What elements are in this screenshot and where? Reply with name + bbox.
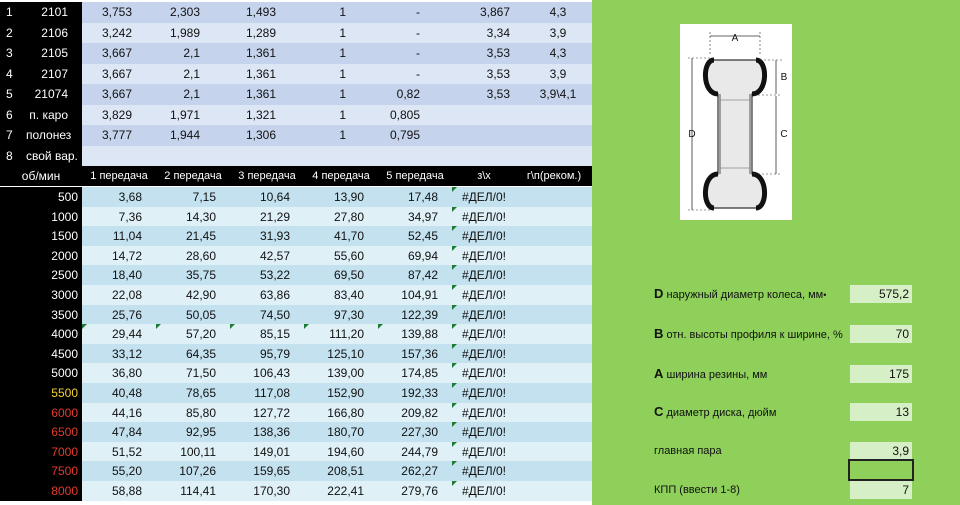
gear-ratio-cell[interactable]: 3,753 bbox=[82, 2, 146, 23]
car-index-cell[interactable]: 5 bbox=[0, 84, 26, 105]
speed-cell[interactable]: 157,36 bbox=[378, 344, 452, 363]
param-label-text: ширина резины, мм bbox=[666, 369, 768, 381]
speed-cell[interactable]: 139,88 bbox=[378, 324, 452, 344]
active-cell-selection[interactable] bbox=[848, 459, 914, 481]
param-letter: D bbox=[654, 286, 664, 301]
error-cell[interactable]: #ДЕЛ/0! bbox=[452, 383, 516, 403]
param-letter: A bbox=[654, 366, 664, 381]
gear-ratio-cell[interactable]: 1,306 bbox=[214, 125, 290, 146]
car-model-cell[interactable]: 2106 bbox=[26, 23, 82, 43]
speed-cell[interactable]: 208,51 bbox=[304, 461, 378, 481]
error-cell[interactable]: #ДЕЛ/0! bbox=[452, 324, 516, 344]
speed-cell[interactable]: 11,04 bbox=[82, 226, 156, 246]
speed-cell[interactable]: 36,80 bbox=[82, 363, 156, 383]
speed-cell[interactable]: 83,40 bbox=[304, 285, 378, 305]
param-label-text: КПП (ввести 1-8) bbox=[654, 484, 740, 496]
gear-ratio-cell[interactable]: 2,1 bbox=[146, 64, 214, 84]
error-cell[interactable]: #ДЕЛ/0! bbox=[452, 226, 516, 246]
param-value-input[interactable]: 3,9 bbox=[850, 442, 912, 460]
gear-ratio-cell[interactable]: 3,9\4,1 bbox=[524, 84, 592, 105]
speed-cell[interactable]: 7,36 bbox=[82, 207, 156, 226]
header-cell-g2[interactable]: 2 передача bbox=[156, 166, 230, 186]
car-model-cell[interactable]: полонез bbox=[26, 125, 82, 146]
empty-cell[interactable] bbox=[516, 481, 592, 501]
gear-ratio-cell[interactable] bbox=[524, 105, 592, 125]
param-letter: C bbox=[654, 404, 664, 419]
speed-cell[interactable]: 63,86 bbox=[230, 285, 304, 305]
gear-ratio-cell[interactable]: 1,289 bbox=[214, 23, 290, 43]
speed-cell[interactable]: 104,91 bbox=[378, 285, 452, 305]
tyre-diagram-icon bbox=[680, 24, 792, 220]
gear-ratio-cell[interactable]: 3,867 bbox=[434, 2, 524, 23]
speed-cell[interactable]: 52,45 bbox=[378, 226, 452, 246]
speed-cell[interactable]: 166,80 bbox=[304, 403, 378, 422]
speed-cell[interactable]: 194,60 bbox=[304, 442, 378, 461]
speed-cell[interactable]: 125,10 bbox=[304, 344, 378, 363]
speed-cell[interactable]: 106,43 bbox=[230, 363, 304, 383]
gear-ratio-cell[interactable]: 3,53 bbox=[434, 64, 524, 84]
speed-cell[interactable]: 44,16 bbox=[82, 403, 156, 422]
speed-cell[interactable]: 57,20 bbox=[156, 324, 230, 344]
speed-cell[interactable]: 122,39 bbox=[378, 305, 452, 324]
gear-ratio-cell[interactable]: 3,53 bbox=[434, 84, 524, 105]
car-index-cell[interactable]: 7 bbox=[0, 125, 26, 146]
speed-cell[interactable]: 107,26 bbox=[156, 461, 230, 481]
gear-ratio-cell[interactable]: 3,777 bbox=[82, 125, 146, 146]
param-value-input[interactable]: 70 bbox=[850, 325, 912, 343]
speed-cell[interactable]: 22,08 bbox=[82, 285, 156, 305]
gear-ratio-cell[interactable] bbox=[290, 146, 360, 166]
gear-ratio-cell[interactable] bbox=[434, 125, 524, 146]
param-value-input[interactable]: 175 bbox=[850, 365, 912, 383]
header-cell-g1[interactable]: 1 передача bbox=[82, 166, 156, 186]
car-model-cell[interactable]: 2107 bbox=[26, 64, 82, 84]
gearbox-input[interactable]: 7 bbox=[850, 481, 912, 499]
speed-cell[interactable]: 64,35 bbox=[156, 344, 230, 363]
error-cell[interactable]: #ДЕЛ/0! bbox=[452, 305, 516, 324]
gear-ratio-cell[interactable]: 0,82 bbox=[360, 84, 434, 105]
header-cell-zx[interactable]: з\х bbox=[452, 166, 516, 186]
empty-cell[interactable] bbox=[516, 344, 592, 363]
speed-cell[interactable]: 53,22 bbox=[230, 265, 304, 285]
speed-cell[interactable]: 95,79 bbox=[230, 344, 304, 363]
gear-ratio-cell[interactable] bbox=[524, 125, 592, 146]
rpm-cell[interactable]: 3000 bbox=[0, 285, 82, 305]
gear-ratio-cell[interactable]: 4,3 bbox=[524, 2, 592, 23]
gear-ratio-cell[interactable]: 3,9 bbox=[524, 23, 592, 43]
speed-cell[interactable]: 17,48 bbox=[378, 187, 452, 207]
rpm-cell[interactable]: 1000 bbox=[0, 207, 82, 226]
error-cell[interactable]: #ДЕЛ/0! bbox=[452, 422, 516, 442]
gear-ratio-cell[interactable] bbox=[524, 146, 592, 166]
error-cell[interactable]: #ДЕЛ/0! bbox=[452, 207, 516, 226]
gear-ratio-cell[interactable]: - bbox=[360, 64, 434, 84]
speed-cell[interactable]: 14,72 bbox=[82, 246, 156, 265]
gear-ratio-cell[interactable]: 1,493 bbox=[214, 2, 290, 23]
empty-cell[interactable] bbox=[516, 403, 592, 422]
gear-ratio-cell[interactable] bbox=[146, 146, 214, 166]
speed-cell[interactable]: 7,15 bbox=[156, 187, 230, 207]
car-index-cell[interactable]: 2 bbox=[0, 23, 26, 43]
speed-cell[interactable]: 100,11 bbox=[156, 442, 230, 461]
gear-ratio-cell[interactable]: 1 bbox=[290, 23, 360, 43]
gear-ratio-cell[interactable]: 0,795 bbox=[360, 125, 434, 146]
speed-cell[interactable]: 42,57 bbox=[230, 246, 304, 265]
speed-cell[interactable]: 35,75 bbox=[156, 265, 230, 285]
car-model-cell[interactable]: п. каро bbox=[26, 105, 82, 125]
speed-cell[interactable]: 27,80 bbox=[304, 207, 378, 226]
speed-cell[interactable]: 40,48 bbox=[82, 383, 156, 403]
speed-cell[interactable]: 25,76 bbox=[82, 305, 156, 324]
speed-cell[interactable]: 55,60 bbox=[304, 246, 378, 265]
header-cell-g5[interactable]: 5 передача bbox=[378, 166, 452, 186]
gear-ratio-cell[interactable]: 3,667 bbox=[82, 43, 146, 64]
gear-ratio-cell[interactable]: 1 bbox=[290, 84, 360, 105]
speed-cell[interactable]: 149,01 bbox=[230, 442, 304, 461]
error-cell[interactable]: #ДЕЛ/0! bbox=[452, 344, 516, 363]
gear-ratio-cell[interactable]: 1,361 bbox=[214, 64, 290, 84]
speed-cell[interactable]: 192,33 bbox=[378, 383, 452, 403]
speed-cell[interactable]: 262,27 bbox=[378, 461, 452, 481]
rpm-cell[interactable]: 4500 bbox=[0, 344, 82, 363]
empty-cell[interactable] bbox=[516, 187, 592, 207]
speed-cell[interactable]: 139,00 bbox=[304, 363, 378, 383]
header-cell-rpm[interactable]: об/мин bbox=[0, 166, 82, 186]
empty-cell[interactable] bbox=[516, 246, 592, 265]
rpm-cell[interactable]: 500 bbox=[0, 187, 82, 207]
param-letter: B bbox=[654, 326, 664, 341]
param-label bbox=[654, 404, 776, 421]
param-label bbox=[654, 482, 740, 498]
speed-cell[interactable]: 111,20 bbox=[304, 324, 378, 344]
gear-ratio-cell[interactable]: 1 bbox=[290, 105, 360, 125]
tyre-label-b: B bbox=[780, 72, 788, 83]
speed-cell[interactable]: 117,08 bbox=[230, 383, 304, 403]
empty-cell[interactable] bbox=[516, 324, 592, 344]
speed-cell[interactable]: 127,72 bbox=[230, 403, 304, 422]
rpm-cell[interactable]: 7500 bbox=[0, 461, 82, 481]
car-model-cell[interactable]: 2105 bbox=[26, 43, 82, 64]
gear-ratio-cell[interactable]: 1,989 bbox=[146, 23, 214, 43]
param-label bbox=[654, 286, 826, 303]
car-model-cell[interactable]: 21074 bbox=[26, 84, 82, 105]
speed-cell[interactable]: 71,50 bbox=[156, 363, 230, 383]
rpm-cell[interactable]: 5500 bbox=[0, 383, 82, 403]
error-cell[interactable]: #ДЕЛ/0! bbox=[452, 461, 516, 481]
gear-ratio-cell[interactable]: - bbox=[360, 23, 434, 43]
speed-cell[interactable]: 47,84 bbox=[82, 422, 156, 442]
header-cell-gp[interactable]: г\п(реком.) bbox=[516, 166, 592, 186]
param-value-input[interactable]: 13 bbox=[850, 403, 912, 421]
gear-ratio-cell[interactable]: 2,1 bbox=[146, 43, 214, 64]
tyre-label-c: C bbox=[780, 129, 788, 140]
header-cell-g3[interactable]: 3 передача bbox=[230, 166, 304, 186]
speed-cell[interactable]: 152,90 bbox=[304, 383, 378, 403]
rpm-cell[interactable]: 6500 bbox=[0, 422, 82, 442]
error-cell[interactable]: #ДЕЛ/0! bbox=[452, 265, 516, 285]
speed-cell[interactable]: 114,41 bbox=[156, 481, 230, 501]
tyre-label-d: D bbox=[688, 129, 696, 140]
speed-cell[interactable]: 279,76 bbox=[378, 481, 452, 501]
param-label-text: отн. высоты профиля к ширине, % bbox=[666, 329, 843, 341]
param-label-text: главная пара bbox=[654, 445, 722, 457]
speed-cell[interactable]: 21,45 bbox=[156, 226, 230, 246]
speed-cell[interactable]: 51,52 bbox=[82, 442, 156, 461]
gear-ratio-cell[interactable]: - bbox=[360, 2, 434, 23]
empty-cell[interactable] bbox=[516, 363, 592, 383]
gear-ratio-cell[interactable]: 1 bbox=[290, 2, 360, 23]
header-cell-g4[interactable]: 4 передача bbox=[304, 166, 378, 186]
rpm-cell[interactable]: 1500 bbox=[0, 226, 82, 246]
gear-ratio-cell[interactable]: 3,667 bbox=[82, 64, 146, 84]
speed-cell[interactable]: 244,79 bbox=[378, 442, 452, 461]
gear-ratio-cell[interactable]: 1,361 bbox=[214, 43, 290, 64]
speed-cell[interactable]: 41,70 bbox=[304, 226, 378, 246]
error-cell[interactable]: #ДЕЛ/0! bbox=[452, 246, 516, 265]
gear-ratio-cell[interactable]: - bbox=[360, 43, 434, 64]
speed-cell[interactable]: 28,60 bbox=[156, 246, 230, 265]
speed-cell[interactable]: 170,30 bbox=[230, 481, 304, 501]
empty-cell[interactable] bbox=[516, 442, 592, 461]
param-label-text: наружный диаметр колеса, мм bbox=[666, 289, 824, 301]
speed-cell[interactable]: 69,50 bbox=[304, 265, 378, 285]
gear-ratio-cell[interactable] bbox=[82, 146, 146, 166]
speed-cell[interactable]: 85,15 bbox=[230, 324, 304, 344]
rpm-cell[interactable]: 5000 bbox=[0, 363, 82, 383]
car-index-cell[interactable]: 1 bbox=[0, 2, 26, 23]
gear-ratio-cell[interactable] bbox=[214, 146, 290, 166]
rpm-cell[interactable]: 2500 bbox=[0, 265, 82, 285]
speed-cell[interactable]: 31,93 bbox=[230, 226, 304, 246]
error-cell[interactable]: #ДЕЛ/0! bbox=[452, 285, 516, 305]
speed-cell[interactable]: 78,65 bbox=[156, 383, 230, 403]
gear-ratio-cell[interactable]: 0,805 bbox=[360, 105, 434, 125]
error-cell[interactable]: #ДЕЛ/0! bbox=[452, 442, 516, 461]
empty-cell[interactable] bbox=[516, 305, 592, 324]
speed-cell[interactable]: 42,90 bbox=[156, 285, 230, 305]
gear-ratio-cell[interactable]: 1 bbox=[290, 43, 360, 64]
speed-cell[interactable]: 10,64 bbox=[230, 187, 304, 207]
speed-cell[interactable]: 159,65 bbox=[230, 461, 304, 481]
rpm-cell[interactable]: 7000 bbox=[0, 442, 82, 461]
car-index-cell[interactable]: 8 bbox=[0, 146, 26, 166]
speed-cell[interactable]: 138,36 bbox=[230, 422, 304, 442]
speed-cell[interactable]: 50,05 bbox=[156, 305, 230, 324]
rpm-cell[interactable]: 8000 bbox=[0, 481, 82, 501]
gear-ratio-cell[interactable]: 3,9 bbox=[524, 64, 592, 84]
speed-cell[interactable]: 3,68 bbox=[82, 187, 156, 207]
param-label bbox=[654, 326, 843, 343]
speed-cell[interactable]: 174,85 bbox=[378, 363, 452, 383]
error-cell[interactable]: #ДЕЛ/0! bbox=[452, 403, 516, 422]
speed-cell[interactable]: 34,97 bbox=[378, 207, 452, 226]
car-index-cell[interactable]: 4 bbox=[0, 64, 26, 84]
gear-ratio-cell[interactable]: 3,242 bbox=[82, 23, 146, 43]
gear-ratio-cell[interactable]: 2,303 bbox=[146, 2, 214, 23]
empty-cell[interactable] bbox=[516, 422, 592, 442]
rpm-cell[interactable]: 6000 bbox=[0, 403, 82, 422]
gear-ratio-cell[interactable]: 3,53 bbox=[434, 43, 524, 64]
gear-ratio-cell[interactable]: 1 bbox=[290, 125, 360, 146]
param-label bbox=[654, 443, 722, 459]
speed-cell[interactable]: 13,90 bbox=[304, 187, 378, 207]
speed-cell[interactable]: 74,50 bbox=[230, 305, 304, 324]
empty-cell[interactable] bbox=[516, 265, 592, 285]
tyre-diagram bbox=[680, 24, 792, 220]
empty-cell[interactable] bbox=[516, 285, 592, 305]
speed-cell[interactable]: 55,20 bbox=[82, 461, 156, 481]
gear-ratio-cell[interactable]: 1,361 bbox=[214, 84, 290, 105]
car-index-cell[interactable]: 6 bbox=[0, 105, 26, 125]
param-value-input[interactable]: 575,2 bbox=[850, 285, 912, 303]
speed-cell[interactable]: 29,44 bbox=[82, 324, 156, 344]
error-cell[interactable]: #ДЕЛ/0! bbox=[452, 481, 516, 501]
gear-ratio-cell[interactable]: 2,1 bbox=[146, 84, 214, 105]
speed-cell[interactable]: 180,70 bbox=[304, 422, 378, 442]
speed-cell[interactable]: 21,29 bbox=[230, 207, 304, 226]
empty-cell[interactable] bbox=[516, 226, 592, 246]
gear-ratio-cell[interactable]: 3,829 bbox=[82, 105, 146, 125]
speed-cell[interactable]: 209,82 bbox=[378, 403, 452, 422]
speed-cell[interactable]: 58,88 bbox=[82, 481, 156, 501]
gear-ratio-cell[interactable]: 3,667 bbox=[82, 84, 146, 105]
speed-cell[interactable]: 97,30 bbox=[304, 305, 378, 324]
rpm-cell[interactable]: 2000 bbox=[0, 246, 82, 265]
empty-cell[interactable] bbox=[516, 207, 592, 226]
rpm-cell[interactable]: 3500 bbox=[0, 305, 82, 324]
gear-ratio-cell[interactable]: 3,34 bbox=[434, 23, 524, 43]
gear-ratio-cell[interactable]: 1 bbox=[290, 64, 360, 84]
rpm-cell[interactable]: 4000 bbox=[0, 324, 82, 344]
comment-marker-icon: • bbox=[823, 290, 827, 300]
empty-cell[interactable] bbox=[516, 383, 592, 403]
speed-cell[interactable]: 227,30 bbox=[378, 422, 452, 442]
gear-ratio-cell[interactable]: 4,3 bbox=[524, 43, 592, 64]
tyre-label-a: A bbox=[731, 33, 739, 44]
speed-cell[interactable]: 87,42 bbox=[378, 265, 452, 285]
speed-cell[interactable]: 85,80 bbox=[156, 403, 230, 422]
speed-cell[interactable]: 69,94 bbox=[378, 246, 452, 265]
empty-cell[interactable] bbox=[516, 461, 592, 481]
gear-ratio-cell[interactable]: 1,944 bbox=[146, 125, 214, 146]
param-label bbox=[654, 366, 767, 383]
gear-ratio-cell[interactable] bbox=[434, 105, 524, 125]
speed-cell[interactable]: 92,95 bbox=[156, 422, 230, 442]
gear-ratio-cell[interactable] bbox=[360, 146, 434, 166]
car-index-cell[interactable]: 3 bbox=[0, 43, 26, 64]
car-model-cell[interactable]: свой вар. bbox=[26, 146, 82, 166]
gear-ratio-cell[interactable] bbox=[434, 146, 524, 166]
speed-cell[interactable]: 14,30 bbox=[156, 207, 230, 226]
speed-cell[interactable]: 18,40 bbox=[82, 265, 156, 285]
gear-ratio-cell[interactable]: 1,971 bbox=[146, 105, 214, 125]
param-label-text: диаметр диска, дюйм bbox=[666, 407, 777, 419]
speed-cell[interactable]: 33,12 bbox=[82, 344, 156, 363]
speed-cell[interactable]: 222,41 bbox=[304, 481, 378, 501]
error-cell[interactable]: #ДЕЛ/0! bbox=[452, 363, 516, 383]
error-cell[interactable]: #ДЕЛ/0! bbox=[452, 187, 516, 207]
gear-ratio-cell[interactable]: 1,321 bbox=[214, 105, 290, 125]
car-model-cell[interactable]: 2101 bbox=[26, 2, 82, 23]
